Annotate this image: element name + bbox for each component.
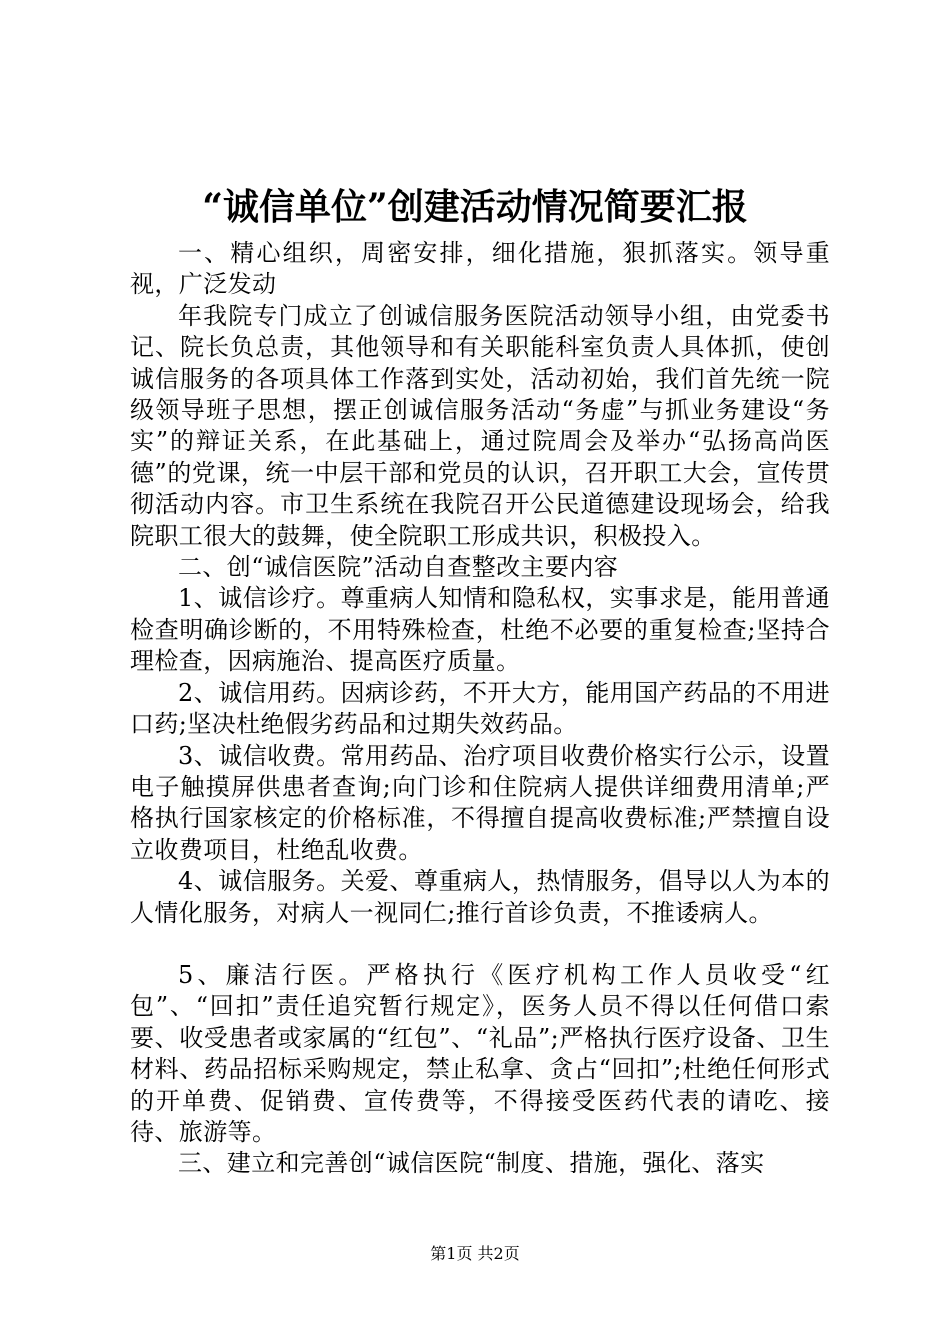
paragraph-section-1-body: 年我院专门成立了创诚信服务医院活动领导小组，由党委书记、院长负总责，其他领导和有关职能科室负责人具体抓，使创诚信服务的各项具体工作落到实处，活动初始，我们首先统一院级领导班子思想，摆正创诚信服务活动“务虚”与抓业务建设“务实”的辩证关系，在此基础上，通过院周会及举办“弘扬高尚医德”的党课，统一中层干部和党员的认识，召开职工大会，宣传贯彻活动内容。市卫生系统在我院召开公民道德建设现场会，给我院职工很大的鼓舞，使全院职工形成共识，积极投入。 [130,301,830,550]
document-title: “诚信单位”创建活动情况简要汇报 [202,186,748,228]
paragraph-section-1-heading: 一、精心组织，周密安排，细化措施，狠抓落实。领导重视，广泛发动 [130,239,830,299]
document-body [130,238,830,1180]
paragraph-item-1: 1、诚信诊疗。尊重病人知情和隐私权，实事求是，能用普通检查明确诊断的，不用特殊检查，杜绝不必要的重复检查;坚持合理检查，因病施治、提高医疗质量。 [130,584,830,676]
paragraph-item-2: 2、诚信用药。因病诊药，不开大方，能用国产药品的不用进口药;坚决杜绝假劣药品和过期失效药品。 [130,678,830,739]
paragraph-item-4: 4、诚信服务。关爱、尊重病人，热情服务，倡导以人为本的人情化服务，对病人一视同仁;推行首诊负责，不推诿病人。 [130,867,830,927]
paragraph-item-3: 3、诚信收费。常用药品、治疗项目收费价格实行公示，设置电子触摸屏供患者查询;向门诊和住院病人提供详细费用清单;严格执行国家核定的价格标准，不得擅自提高收费标准;严禁擅自设立收费项目，杜绝乱收费。 [130,741,830,864]
paragraph-section-2-heading: 二、创“诚信医院”活动自查整改主要内容 [178,553,619,582]
page-number-footer: 第1页 共2页 [430,1244,520,1263]
paragraph-section-3-heading: 三、建立和完善创“诚信医院“制度、措施，强化、落实 [178,1149,765,1178]
paragraph-item-5: 5、廉洁行医。严格执行《医疗机构工作人员收受“红包”、“回扣”责任追究暂行规定》，医务人员不得以任何借口索要、收受患者或家属的“红包”、“礼品”;严格执行医疗设备、卫生材料、药品招标采购规定，禁止私拿、贪占“回扣”;杜绝任何形式的开单费、促销费、宣传费等，不得接受医药代表的请吃、接待、旅游等。 [130,960,830,1146]
